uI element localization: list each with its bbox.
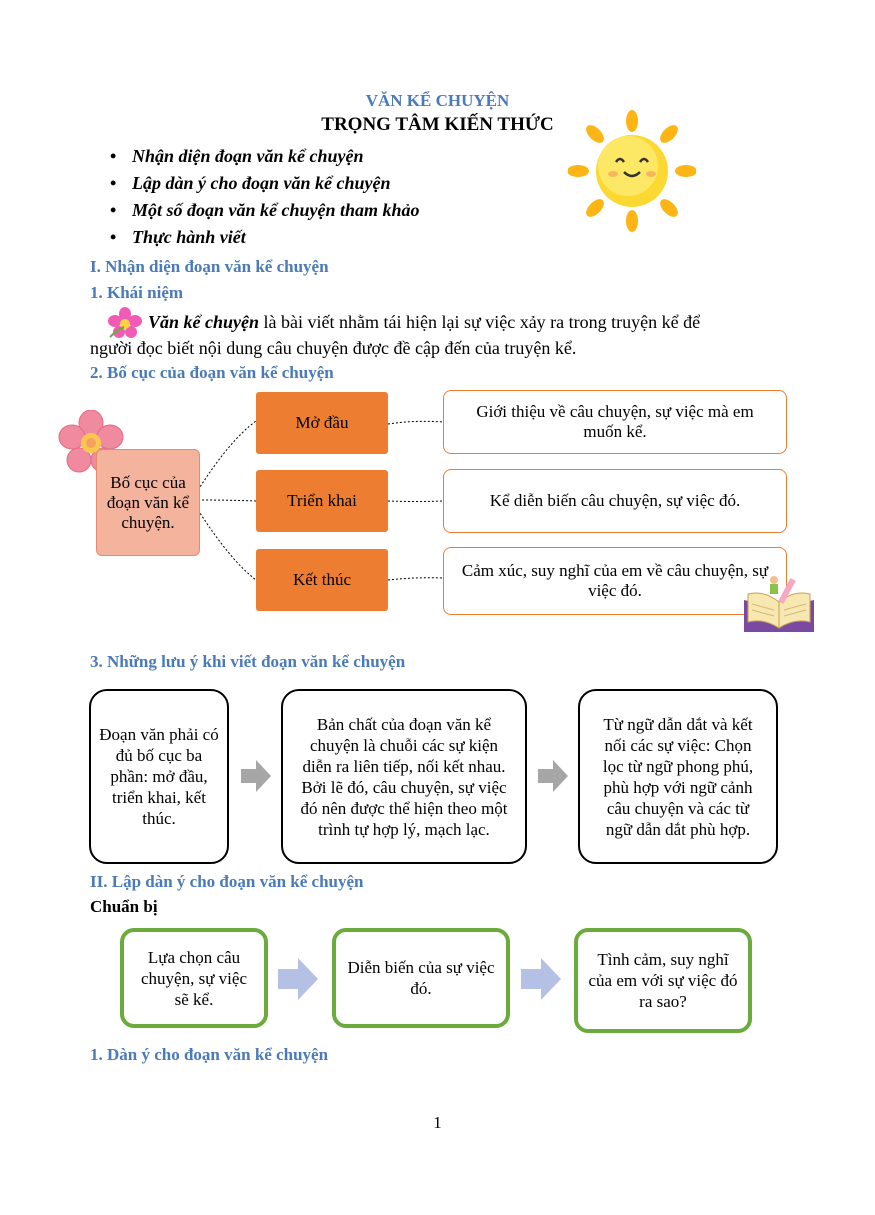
topic-item: • Nhận diện đoạn văn kể chuyện: [110, 143, 420, 170]
prep-step-box: Tình cảm, suy nghĩ của em với sự việc đó ra sao?: [574, 928, 752, 1033]
arrow-right-icon: [521, 958, 561, 1000]
page-subtitle: TRỌNG TÂM KIẾN THỨC: [321, 114, 554, 135]
layout-root-box: Bố cục của đoạn văn kể chuyện.: [96, 449, 200, 556]
concept-line-2: người đọc biết nội dung câu chuyện được đề cập đến của truyện kể.: [90, 338, 577, 358]
arrow-right-icon: [241, 760, 271, 792]
page-title: VĂN KỂ CHUYỆN: [365, 91, 510, 110]
note-box: Đoạn văn phải có đủ bố cục ba phần: mở đầu, triển khai, kết thúc.: [89, 689, 229, 864]
section-heading: I. Nhận diện đoạn văn kể chuyện: [90, 257, 329, 276]
outline-heading: 1. Dàn ý cho đoạn văn kể chuyện: [90, 1045, 329, 1064]
layout-part-label: Kết thúc: [256, 549, 388, 611]
topic-item: • Lập dàn ý cho đoạn văn kể chuyện: [110, 170, 420, 197]
layout-part-label: Triển khai: [256, 470, 388, 532]
concept-term: Văn kể chuyện: [148, 312, 260, 332]
arrow-right-icon: [538, 760, 568, 792]
layout-part-desc: Kể diễn biến câu chuyện, sự việc đó.: [443, 469, 787, 533]
note-box: Bản chất của đoạn văn kể chuyện là chuỗi các sự kiện diễn ra liên tiếp, nối kết nhau. Bởi lẽ đó, câu chuyện, sự việc đó nên được thể hiện theo một trình tự hợp lý, mạch lạc.: [281, 689, 527, 864]
notes-heading: 3. Những lưu ý khi viết đoạn văn kể chuyện: [90, 652, 406, 671]
concept-heading: 1. Khái niệm: [90, 283, 184, 302]
page-number: 1: [433, 1113, 442, 1132]
layout-heading: 2. Bố cục của đoạn văn kể chuyện: [90, 363, 334, 382]
topic-item: • Thực hành viết: [110, 224, 420, 251]
prep-step-box: Diễn biến của sự việc đó.: [332, 928, 510, 1028]
concept-line-1: Văn kể chuyện là bài viết nhằm tái hiện lại sự việc xảy ra trong truyện kể để: [148, 312, 701, 332]
layout-part-desc: Cảm xúc, suy nghĩ của em về câu chuyện, sự việc đó.: [443, 547, 787, 615]
arrow-right-icon: [278, 958, 318, 1000]
prep-label: Chuẩn bị: [90, 897, 158, 916]
prep-step-box: Lựa chọn câu chuyện, sự việc sẽ kể.: [120, 928, 268, 1028]
layout-part-desc: Giới thiệu về câu chuyện, sự việc mà em muốn kể.: [443, 390, 787, 454]
note-box: Từ ngữ dẫn dắt và kết nối các sự việc: Chọn lọc từ ngữ phong phú, phù hợp với ngữ cảnh câu chuyện và các từ ngữ dẫn dắt phù hợp.: [578, 689, 778, 864]
topic-item: • Một số đoạn văn kể chuyện tham khảo: [110, 197, 420, 224]
layout-part-label: Mở đầu: [256, 392, 388, 454]
book-writing-icon: [740, 574, 818, 634]
section-heading: II. Lập dàn ý cho đoạn văn kể chuyện: [90, 872, 364, 891]
